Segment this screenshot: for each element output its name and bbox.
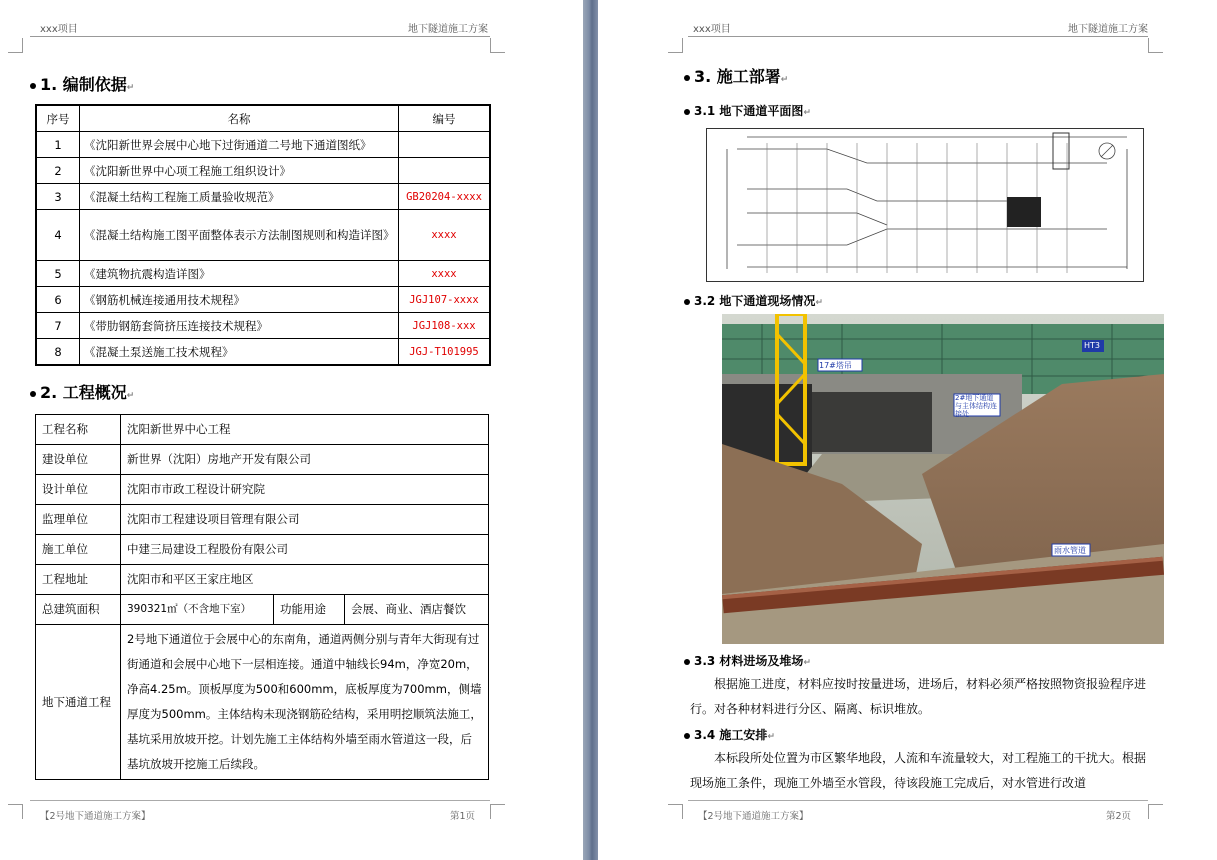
value-function: 会展、商业、酒店餐饮 bbox=[345, 595, 489, 625]
label-builder: 建设单位 bbox=[36, 445, 121, 475]
document-page-2 bbox=[598, 0, 1217, 860]
label-contractor: 施工单位 bbox=[36, 535, 121, 565]
cell-name: 《混凝土结构施工图平面整体表示方法制图规则和构造详图》 bbox=[80, 210, 399, 261]
table-row bbox=[36, 158, 490, 184]
cell-name: 《沈阳新世界中心项工程施工组织设计》 bbox=[80, 158, 399, 184]
header-right: 地下隧道施工方案 bbox=[408, 24, 488, 35]
crop-mark bbox=[490, 804, 505, 819]
header-left: xxx项目 bbox=[40, 24, 78, 35]
cell-name: 《混凝土结构工程施工质量验收规范》 bbox=[80, 184, 399, 210]
paragraph-3-4: 本标段所处位置为市区繁华地段，人流和车流量较大，对工程施工的干扰大。根据现场施工条件，现施工外墙至水管段，待该段施工完成后，对水管进行改道 bbox=[690, 751, 1147, 790]
cell-no: 7 bbox=[36, 313, 80, 339]
table-row bbox=[36, 261, 490, 287]
value-supervisor: 沈阳市工程建设项目管理有限公司 bbox=[121, 505, 489, 535]
value-tunnel: 2号地下通道位于会展中心的东南角，通道两侧分别与青年大街现有过街通道和会展中心地下一层相连接。通道中轴线长94m，净宽20m，净高4.25m。顶板厚度为500和600mm，底板厚度为700mm，侧墙厚度为500mm。主体结构未现浇钢筋砼结构，采用明挖顺筑法施工，基坑采用放坡开挖。计划先施工主体结构外墙至雨水管道这一段，后基坑放坡开挖施工后续段。 bbox=[121, 625, 489, 780]
cell-code: JGJ107-xxxx bbox=[399, 287, 491, 313]
table-row bbox=[36, 475, 489, 505]
section-2-title: 2. 工程概况↵ bbox=[30, 380, 134, 403]
label-address: 工程地址 bbox=[36, 565, 121, 595]
cell-code: GB20204-xxxx bbox=[399, 184, 491, 210]
photo-label-connection: 2#地下通道与主体结构连接处 bbox=[955, 394, 997, 418]
footer-right: 第2页 bbox=[1106, 811, 1132, 822]
table-row bbox=[36, 595, 489, 625]
crop-mark bbox=[8, 38, 23, 53]
table-row bbox=[36, 535, 489, 565]
footer-right: 第1页 bbox=[450, 811, 476, 822]
value-designer: 沈阳市市政工程设计研究院 bbox=[121, 475, 489, 505]
table-row bbox=[36, 210, 490, 261]
value-builder: 新世界（沈阳）房地产开发有限公司 bbox=[121, 445, 489, 475]
cell-code: xxxx bbox=[399, 261, 491, 287]
cell-no: 4 bbox=[36, 210, 80, 261]
page-gutter bbox=[583, 0, 598, 860]
label-project-name: 工程名称 bbox=[36, 415, 121, 445]
table-row bbox=[36, 339, 490, 366]
cell-name: 《混凝土泵送施工技术规程》 bbox=[80, 339, 399, 366]
table-row bbox=[36, 184, 490, 210]
cell-name: 《建筑物抗震构造详图》 bbox=[80, 261, 399, 287]
crop-mark bbox=[668, 38, 683, 53]
footer-rule bbox=[688, 800, 1148, 801]
header-rule bbox=[688, 36, 1148, 37]
cell-code: JGJ108-xxx bbox=[399, 313, 491, 339]
tunnel-plan-drawing bbox=[706, 128, 1144, 282]
cell-code: xxxx bbox=[399, 210, 491, 261]
paragraph-3-3: 根据施工进度，材料应按时按量进场，进场后，材料必须严格按照物资报验程序进行。对各种材料进行分区、隔离、标识堆放。 bbox=[690, 677, 1147, 716]
value-project-name: 沈阳新世界中心工程 bbox=[121, 415, 489, 445]
table-header-row bbox=[36, 105, 490, 132]
cell-no: 8 bbox=[36, 339, 80, 366]
label-tunnel: 地下通道工程 bbox=[36, 625, 121, 780]
cell-name: 《钢筋机械连接通用技术规程》 bbox=[80, 287, 399, 313]
subsection-3-4: 3.4 施工安排↵ bbox=[684, 726, 775, 743]
header-rule bbox=[30, 36, 490, 37]
photo-label-ht3: HT3 bbox=[1084, 341, 1100, 350]
subsection-3-3: 3.3 材料进场及堆场↵ bbox=[684, 652, 811, 669]
footer-rule bbox=[30, 800, 490, 801]
photo-label-pipe: 雨水管道 bbox=[1054, 546, 1086, 555]
cell-no: 1 bbox=[36, 132, 80, 158]
section-3-title: 3. 施工部署↵ bbox=[684, 64, 788, 87]
footer-left: 【2号地下通道施工方案】 bbox=[698, 811, 809, 822]
plan-drawing-svg bbox=[707, 129, 1143, 281]
col-header-code: 编号 bbox=[399, 105, 491, 132]
document-page-1 bbox=[0, 0, 583, 860]
value-area: 390321㎡（不含地下室） bbox=[121, 595, 274, 625]
crop-mark bbox=[1148, 804, 1163, 819]
cell-name: 《带肋钢筋套筒挤压连接技术规程》 bbox=[80, 313, 399, 339]
label-area: 总建筑面积 bbox=[36, 595, 121, 625]
table-row bbox=[36, 287, 490, 313]
cell-no: 2 bbox=[36, 158, 80, 184]
table-row bbox=[36, 415, 489, 445]
value-address: 沈阳市和平区王家庄地区 bbox=[121, 565, 489, 595]
cell-no: 3 bbox=[36, 184, 80, 210]
photo-label-crane: 17#塔吊 bbox=[819, 361, 852, 370]
header-right: 地下隧道施工方案 bbox=[1068, 24, 1148, 35]
crop-mark bbox=[668, 804, 683, 819]
cell-code bbox=[399, 132, 491, 158]
crop-mark bbox=[1148, 38, 1163, 53]
table-row bbox=[36, 625, 489, 780]
label-function: 功能用途 bbox=[274, 595, 345, 625]
cell-no: 6 bbox=[36, 287, 80, 313]
col-header-no: 序号 bbox=[36, 105, 80, 132]
value-contractor: 中建三局建设工程股份有限公司 bbox=[121, 535, 489, 565]
cell-code bbox=[399, 158, 491, 184]
table-row bbox=[36, 565, 489, 595]
table-row bbox=[36, 132, 490, 158]
cell-no: 5 bbox=[36, 261, 80, 287]
subsection-3-2: 3.2 地下通道现场情况↵ bbox=[684, 292, 823, 309]
crop-mark bbox=[490, 38, 505, 53]
header-left: xxx项目 bbox=[693, 24, 731, 35]
table-row bbox=[36, 313, 490, 339]
section-1-title: 1. 编制依据↵ bbox=[30, 72, 134, 95]
cell-name: 《沈阳新世界会展中心地下过街通道二号地下通道图纸》 bbox=[80, 132, 399, 158]
subsection-3-1: 3.1 地下通道平面图↵ bbox=[684, 102, 811, 119]
site-photo bbox=[722, 314, 1164, 644]
crop-mark bbox=[8, 804, 23, 819]
table-row bbox=[36, 445, 489, 475]
col-header-name: 名称 bbox=[80, 105, 399, 132]
footer-left: 【2号地下通道施工方案】 bbox=[40, 811, 151, 822]
label-supervisor: 监理单位 bbox=[36, 505, 121, 535]
cell-code: JGJ-T101995 bbox=[399, 339, 491, 366]
site-photo-svg bbox=[722, 314, 1164, 644]
reference-table bbox=[35, 104, 491, 366]
label-designer: 设计单位 bbox=[36, 475, 121, 505]
table-row bbox=[36, 505, 489, 535]
project-overview-table bbox=[35, 414, 489, 780]
